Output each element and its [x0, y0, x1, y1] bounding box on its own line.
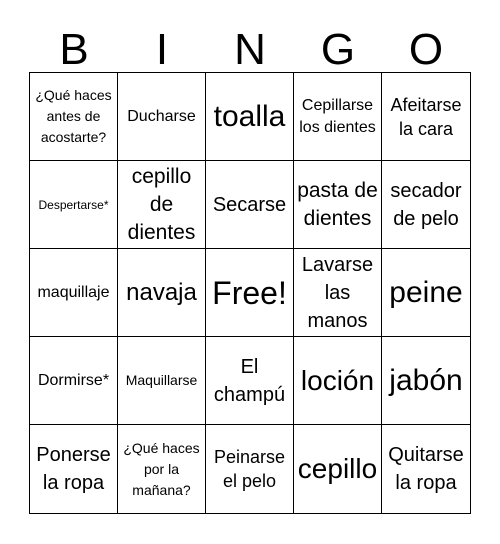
header-letter-g: G [320, 25, 356, 74]
header-letter-i: I [155, 25, 169, 74]
bingo-cell-r2c2[interactable] [118, 161, 206, 249]
bingo-header [30, 26, 470, 74]
cell-text: Cepillarse los dientes [299, 96, 376, 136]
cell-text: Ponerse la ropa [36, 444, 111, 494]
bingo-cell-r2c5[interactable] [382, 161, 470, 249]
bingo-cell-r3c4[interactable] [294, 249, 382, 337]
cell-text: loción [300, 364, 375, 396]
bingo-cell-r2c3[interactable] [206, 161, 294, 249]
free-space: Free! [212, 274, 287, 311]
bingo-cell-r5c5[interactable] [382, 425, 470, 513]
cell-text: Maquillarse [125, 372, 198, 388]
cell-text: secador de pelo [390, 179, 462, 230]
cell-text: cepillo de dientes [127, 164, 196, 244]
cell-text: toalla [213, 99, 286, 133]
cell-text: Ducharse [127, 107, 196, 125]
cell-text: peine [389, 275, 463, 309]
bingo-cell-r1c1[interactable] [30, 73, 118, 161]
bingo-cell-r1c5[interactable] [382, 73, 470, 161]
cell-text: ¿Qué haces por la mañana? [123, 439, 200, 498]
header-letter-n: N [234, 25, 266, 74]
cell-text: Lavarse las manos [301, 253, 374, 332]
cell-text: cepillo [297, 453, 378, 484]
bingo-cell-r4c1[interactable] [30, 337, 118, 425]
cell-text: jabón [389, 363, 463, 397]
cell-text: Despertarse* [38, 197, 109, 212]
bingo-cell-r2c4[interactable] [294, 161, 382, 249]
bingo-cell-r5c2[interactable] [118, 425, 206, 513]
bingo-cell-r1c3[interactable] [206, 73, 294, 161]
bingo-cell-r4c2[interactable] [118, 337, 206, 425]
bingo-cell-r4c3[interactable] [206, 337, 294, 425]
bingo-cell-r4c4[interactable] [294, 337, 382, 425]
bingo-cell-r1c2[interactable] [118, 73, 206, 161]
bingo-cell-r1c4[interactable] [294, 73, 382, 161]
bingo-cell-r2c1[interactable] [30, 161, 118, 249]
cell-text: ¿Qué haces antes de acostarte? [35, 87, 112, 145]
bingo-card-grid [29, 72, 471, 514]
bingo-cell-r5c3[interactable] [206, 425, 294, 513]
bingo-cell-r3c2[interactable] [118, 249, 206, 337]
cell-text: Peinarse el pelo [213, 447, 286, 491]
cell-text: navaja [126, 278, 197, 306]
cell-text: Dormirse* [37, 371, 110, 389]
header-letter-o: O [408, 25, 444, 74]
cell-text: Quitarse la ropa [388, 444, 464, 494]
cell-text: maquillaje [37, 283, 110, 301]
header-letter-b: B [59, 25, 89, 74]
cell-text: Afeitarse la cara [390, 94, 462, 139]
bingo-cell-r3c5[interactable] [382, 249, 470, 337]
bingo-cell-r4c5[interactable] [382, 337, 470, 425]
bingo-cell-r5c1[interactable] [30, 425, 118, 513]
cell-text: pasta de dientes [297, 178, 378, 230]
bingo-cell-r3c1[interactable] [30, 249, 118, 337]
cell-text: El champú [213, 355, 286, 406]
cell-text: Secarse [212, 193, 287, 216]
bingo-cell-r5c4[interactable] [294, 425, 382, 513]
bingo-cell-r3c3[interactable] [206, 249, 294, 337]
